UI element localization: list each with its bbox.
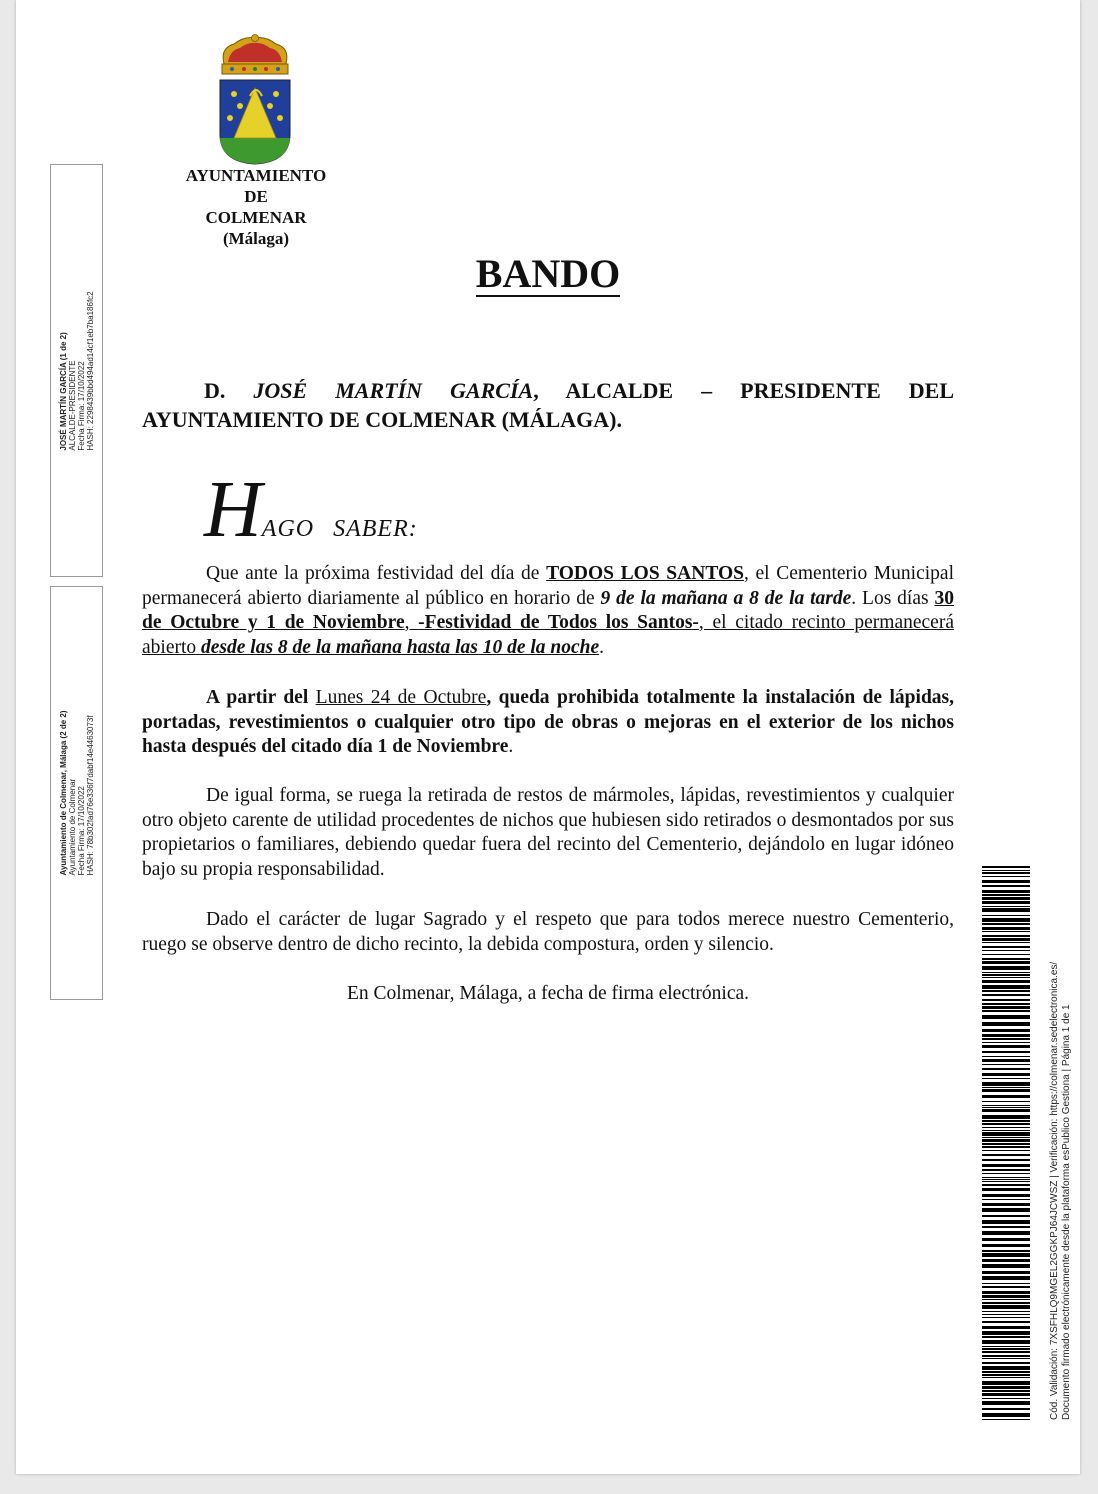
barcode-bar [982, 931, 1030, 932]
barcode-bar [982, 1283, 1030, 1284]
town-header [166, 165, 346, 249]
barcode-bar [982, 1003, 1030, 1005]
barcode-bar [982, 918, 1030, 922]
barcode-bar [982, 1371, 1030, 1373]
barcode-bar [982, 1377, 1030, 1378]
barcode-bar [982, 1179, 1030, 1180]
barcode-bar [982, 1059, 1030, 1062]
barcode-bar [982, 870, 1030, 871]
closing-line: En Colmenar, Málaga, a fecha de firma electrónica. [346, 983, 750, 1004]
barcode-bar [982, 1159, 1030, 1161]
barcode-bar [982, 946, 1030, 948]
barcode-bar [982, 1253, 1030, 1257]
barcode-bar [982, 906, 1030, 907]
signature-box-1 [50, 164, 103, 577]
barcode-bar [982, 1326, 1030, 1329]
barcode-bar [982, 1393, 1030, 1396]
barcode-bar [982, 876, 1030, 877]
barcode-bar [982, 1177, 1030, 1178]
barcode-bar [982, 1291, 1030, 1294]
barcode-bar [982, 1184, 1030, 1186]
barcode-bar [982, 1146, 1030, 1148]
barcode-bar [982, 1130, 1030, 1131]
barcode-bar [982, 901, 1030, 904]
barcode-bar [982, 1336, 1030, 1338]
barcode-bar [982, 990, 1030, 992]
town-line-1: AYUNTAMIENTO [185, 166, 327, 185]
barcode-bar [982, 1208, 1030, 1212]
barcode-bar [982, 1078, 1030, 1079]
barcode-bar [982, 1056, 1030, 1057]
barcode-bar [982, 1127, 1030, 1128]
barcode-bar [982, 1259, 1030, 1262]
barcode-bar [982, 1169, 1030, 1171]
barcode-bar [982, 1006, 1030, 1009]
barcode-bar [982, 1362, 1030, 1364]
signature-2-role: Ayuntamiento de Colmenar [67, 778, 77, 876]
barcode-bar [982, 1022, 1030, 1026]
barcode-bar [982, 915, 1030, 916]
barcode-bar [982, 894, 1030, 896]
barcode-bar [982, 1034, 1030, 1037]
barcode-bar [982, 1286, 1030, 1288]
barcode-bar [982, 1137, 1030, 1138]
signature-1-hash: HASH: 2298439bbd494ad14cf1eb7ba186fc2 [85, 290, 95, 451]
barcode-bar [982, 923, 1030, 925]
barcode-bar [982, 1123, 1030, 1125]
barcode-bar [982, 1244, 1030, 1247]
barcode-bar [982, 897, 1030, 900]
barcode-bar [982, 1164, 1030, 1167]
barcode-bar [982, 1194, 1030, 1197]
paragraph-4: Dado el carácter de lugar Sagrado y el respeto que para todos merece nuestro Cementerio, ruego se observe dentro de dicho recinto, la debida compostura, orden y silencio. [142, 909, 954, 955]
barcode-bar [982, 1317, 1030, 1318]
barcode-bar [982, 994, 1030, 996]
barcode-bar [982, 985, 1030, 989]
barcode-bar [982, 1366, 1030, 1370]
barcode-bar [982, 1331, 1030, 1335]
barcode-bar [982, 885, 1030, 887]
barcode-bar [982, 1105, 1030, 1106]
barcode-bar [982, 1115, 1030, 1119]
barcode-bar [982, 980, 1030, 983]
paragraph-3: De igual forma, se ruega la retirada de restos de mármoles, lápidas, revestimientos y cualquier otro objeto carente de utilidad procedentes de nichos que hubiesen sido retirados o desmontados por sus propietarios o familiares, debiendo quedar fuera del recinto del Cementerio, dejándolo en lugar idóneo bajo su propia responsabilidad. [142, 785, 954, 880]
barcode-bar [982, 1226, 1030, 1228]
barcode-bar [982, 1408, 1030, 1410]
barcode-bar [982, 1101, 1030, 1102]
barcode-bar [982, 890, 1030, 893]
barcode-bar [982, 1029, 1030, 1032]
barcode-bar [982, 866, 1030, 868]
barcode-bar [982, 927, 1030, 930]
barcode-bar [982, 1087, 1030, 1088]
barcode-bar [982, 1181, 1030, 1182]
barcode-bar [982, 1381, 1030, 1385]
barcode-bar [982, 1390, 1030, 1392]
barcode-bar [982, 954, 1030, 955]
barcode-bar [982, 1042, 1030, 1043]
barcode-bar [982, 938, 1030, 941]
barcode-bar [982, 1089, 1030, 1092]
barcode-bar [982, 1355, 1030, 1357]
barcode-bar [982, 1276, 1030, 1280]
barcode-bar [982, 1143, 1030, 1145]
hago-saber: HAGO SABER: [204, 466, 418, 554]
document-page [16, 0, 1080, 1474]
barcode-bar [982, 1346, 1030, 1347]
signature-1-signer: JOSÉ MARTÍN GARCÍA (1 de 2) [58, 331, 68, 451]
barcode-bar [982, 1238, 1030, 1241]
barcode-bar [982, 1051, 1030, 1053]
barcode-bar [982, 1010, 1030, 1012]
signature-2-hash: HASH: 78b302fad76e336f7dabf14e4463073f [85, 715, 95, 876]
barcode-bar [982, 1413, 1030, 1417]
barcode-bar [982, 1295, 1030, 1298]
barcode-bar [982, 974, 1030, 976]
barcode-bar [982, 972, 1030, 973]
barcode-bar [982, 1299, 1030, 1300]
barcode-bar [982, 950, 1030, 951]
barcode-bar [982, 1082, 1030, 1086]
barcode-bar [982, 1139, 1030, 1142]
barcode-bar [982, 961, 1030, 964]
paragraph-2: A partir del Lunes 24 de Octubre, queda prohibida totalmente la instalación de lápidas, portadas, revestimientos o cualquier otro tipo de obras o mejoras en el exterior de los nichos hasta después del citado día 1 de Noviembre. [142, 687, 955, 758]
barcode-bar [982, 1311, 1030, 1312]
barcode-bar [982, 1401, 1030, 1405]
barcode-bar [982, 1015, 1030, 1019]
barcode-bar [982, 1358, 1030, 1359]
barcode-bar [982, 1109, 1030, 1112]
barcode-bar [982, 942, 1030, 943]
verification-line-1: Cód. Validación: 7XSFHLQ9MGEL2GGKPJ64JCWSZ | Verificación: https://colmenar.sedelectronica.es/ [1049, 961, 1060, 1420]
barcode-bar [982, 935, 1030, 937]
barcode-bar [982, 1348, 1030, 1350]
barcode-bar [982, 966, 1030, 970]
barcode-bar [982, 958, 1030, 960]
barcode-bar [982, 1321, 1030, 1323]
barcode-bar [982, 1374, 1030, 1376]
town-line-4: (Málaga) [222, 229, 290, 248]
town-line-2: DE [244, 187, 268, 206]
barcode-bar [982, 1107, 1030, 1108]
barcode-bar [982, 1220, 1030, 1224]
barcode-bar [982, 872, 1030, 874]
coat-of-arms-icon [216, 34, 294, 166]
document-title: BANDO [475, 251, 621, 296]
barcode-bar [982, 1199, 1030, 1200]
barcode-bar [982, 1068, 1030, 1070]
barcode-bar [982, 1271, 1030, 1274]
barcode-icon [982, 866, 1030, 1421]
barcode-bar [982, 1419, 1030, 1420]
barcode-bar [982, 1215, 1030, 1217]
barcode-bar [982, 1231, 1030, 1235]
barcode-bar [982, 1351, 1030, 1353]
barcode-bar [982, 1314, 1030, 1315]
signature-box-2 [50, 586, 103, 1000]
verification-text [1049, 962, 1073, 1420]
barcode-bar [982, 1398, 1030, 1399]
barcode-bar [982, 1173, 1030, 1174]
barcode-bar [982, 1120, 1030, 1122]
barcode-bar [982, 880, 1030, 883]
barcode-bar [982, 1045, 1030, 1048]
barcode-bar [982, 977, 1030, 978]
signature-2-date: Fecha Firma: 17/10/2022 [76, 786, 86, 876]
verification-line-2: Documento firmado electrónicamente desde la plataforma esPublico Gestiona | Página 1 de 1 [1061, 1004, 1072, 1420]
barcode-bar [982, 999, 1030, 1001]
barcode-bar [982, 1073, 1030, 1076]
barcode-bar [982, 1154, 1030, 1156]
paragraph-1: Que ante la próxima festividad del día de TODOS LOS SANTOS, el Cementerio Municipal permanecerá abierto diariamente al público en horario de 9 de la mañana a 8 de la tarde. Los días 30 de Octubre y 1 de Noviembre, -Festividad de Todos los Santos-, el citado recinto permanecerá abierto desde las 8 de la mañana hasta las 10 de la noche. [142, 563, 954, 658]
barcode-bar [982, 1150, 1030, 1151]
barcode-bar [982, 1264, 1030, 1268]
signature-2-signer: Ayuntamiento de Colmenar, Málaga (2 de 2) [58, 710, 68, 876]
signature-1-role: ALCALDE-PRESIDENTE [67, 359, 77, 451]
barcode-bar [982, 1188, 1030, 1191]
barcode-bar [982, 1302, 1030, 1304]
barcode-bar [982, 1305, 1030, 1309]
barcode-bar [982, 1386, 1030, 1389]
barcode-bar [982, 1132, 1030, 1136]
barcode-bar [982, 1203, 1030, 1206]
barcode-bar [982, 1095, 1030, 1098]
town-line-3: COLMENAR [205, 208, 307, 227]
barcode-bar [982, 908, 1030, 912]
signature-1-date: Fecha Firma: 17/10/2022 [76, 360, 86, 451]
barcode-bar [982, 1064, 1030, 1065]
barcode-bar [982, 1250, 1030, 1252]
barcode-bar [982, 1340, 1030, 1344]
barcode-bar [982, 1038, 1030, 1040]
mayor-heading: D. JOSÉ MARTÍN GARCÍA, ALCALDE – PRESIDENTE DEL AYUNTAMIENTO DE COLMENAR (MÁLAGA). [142, 378, 955, 432]
